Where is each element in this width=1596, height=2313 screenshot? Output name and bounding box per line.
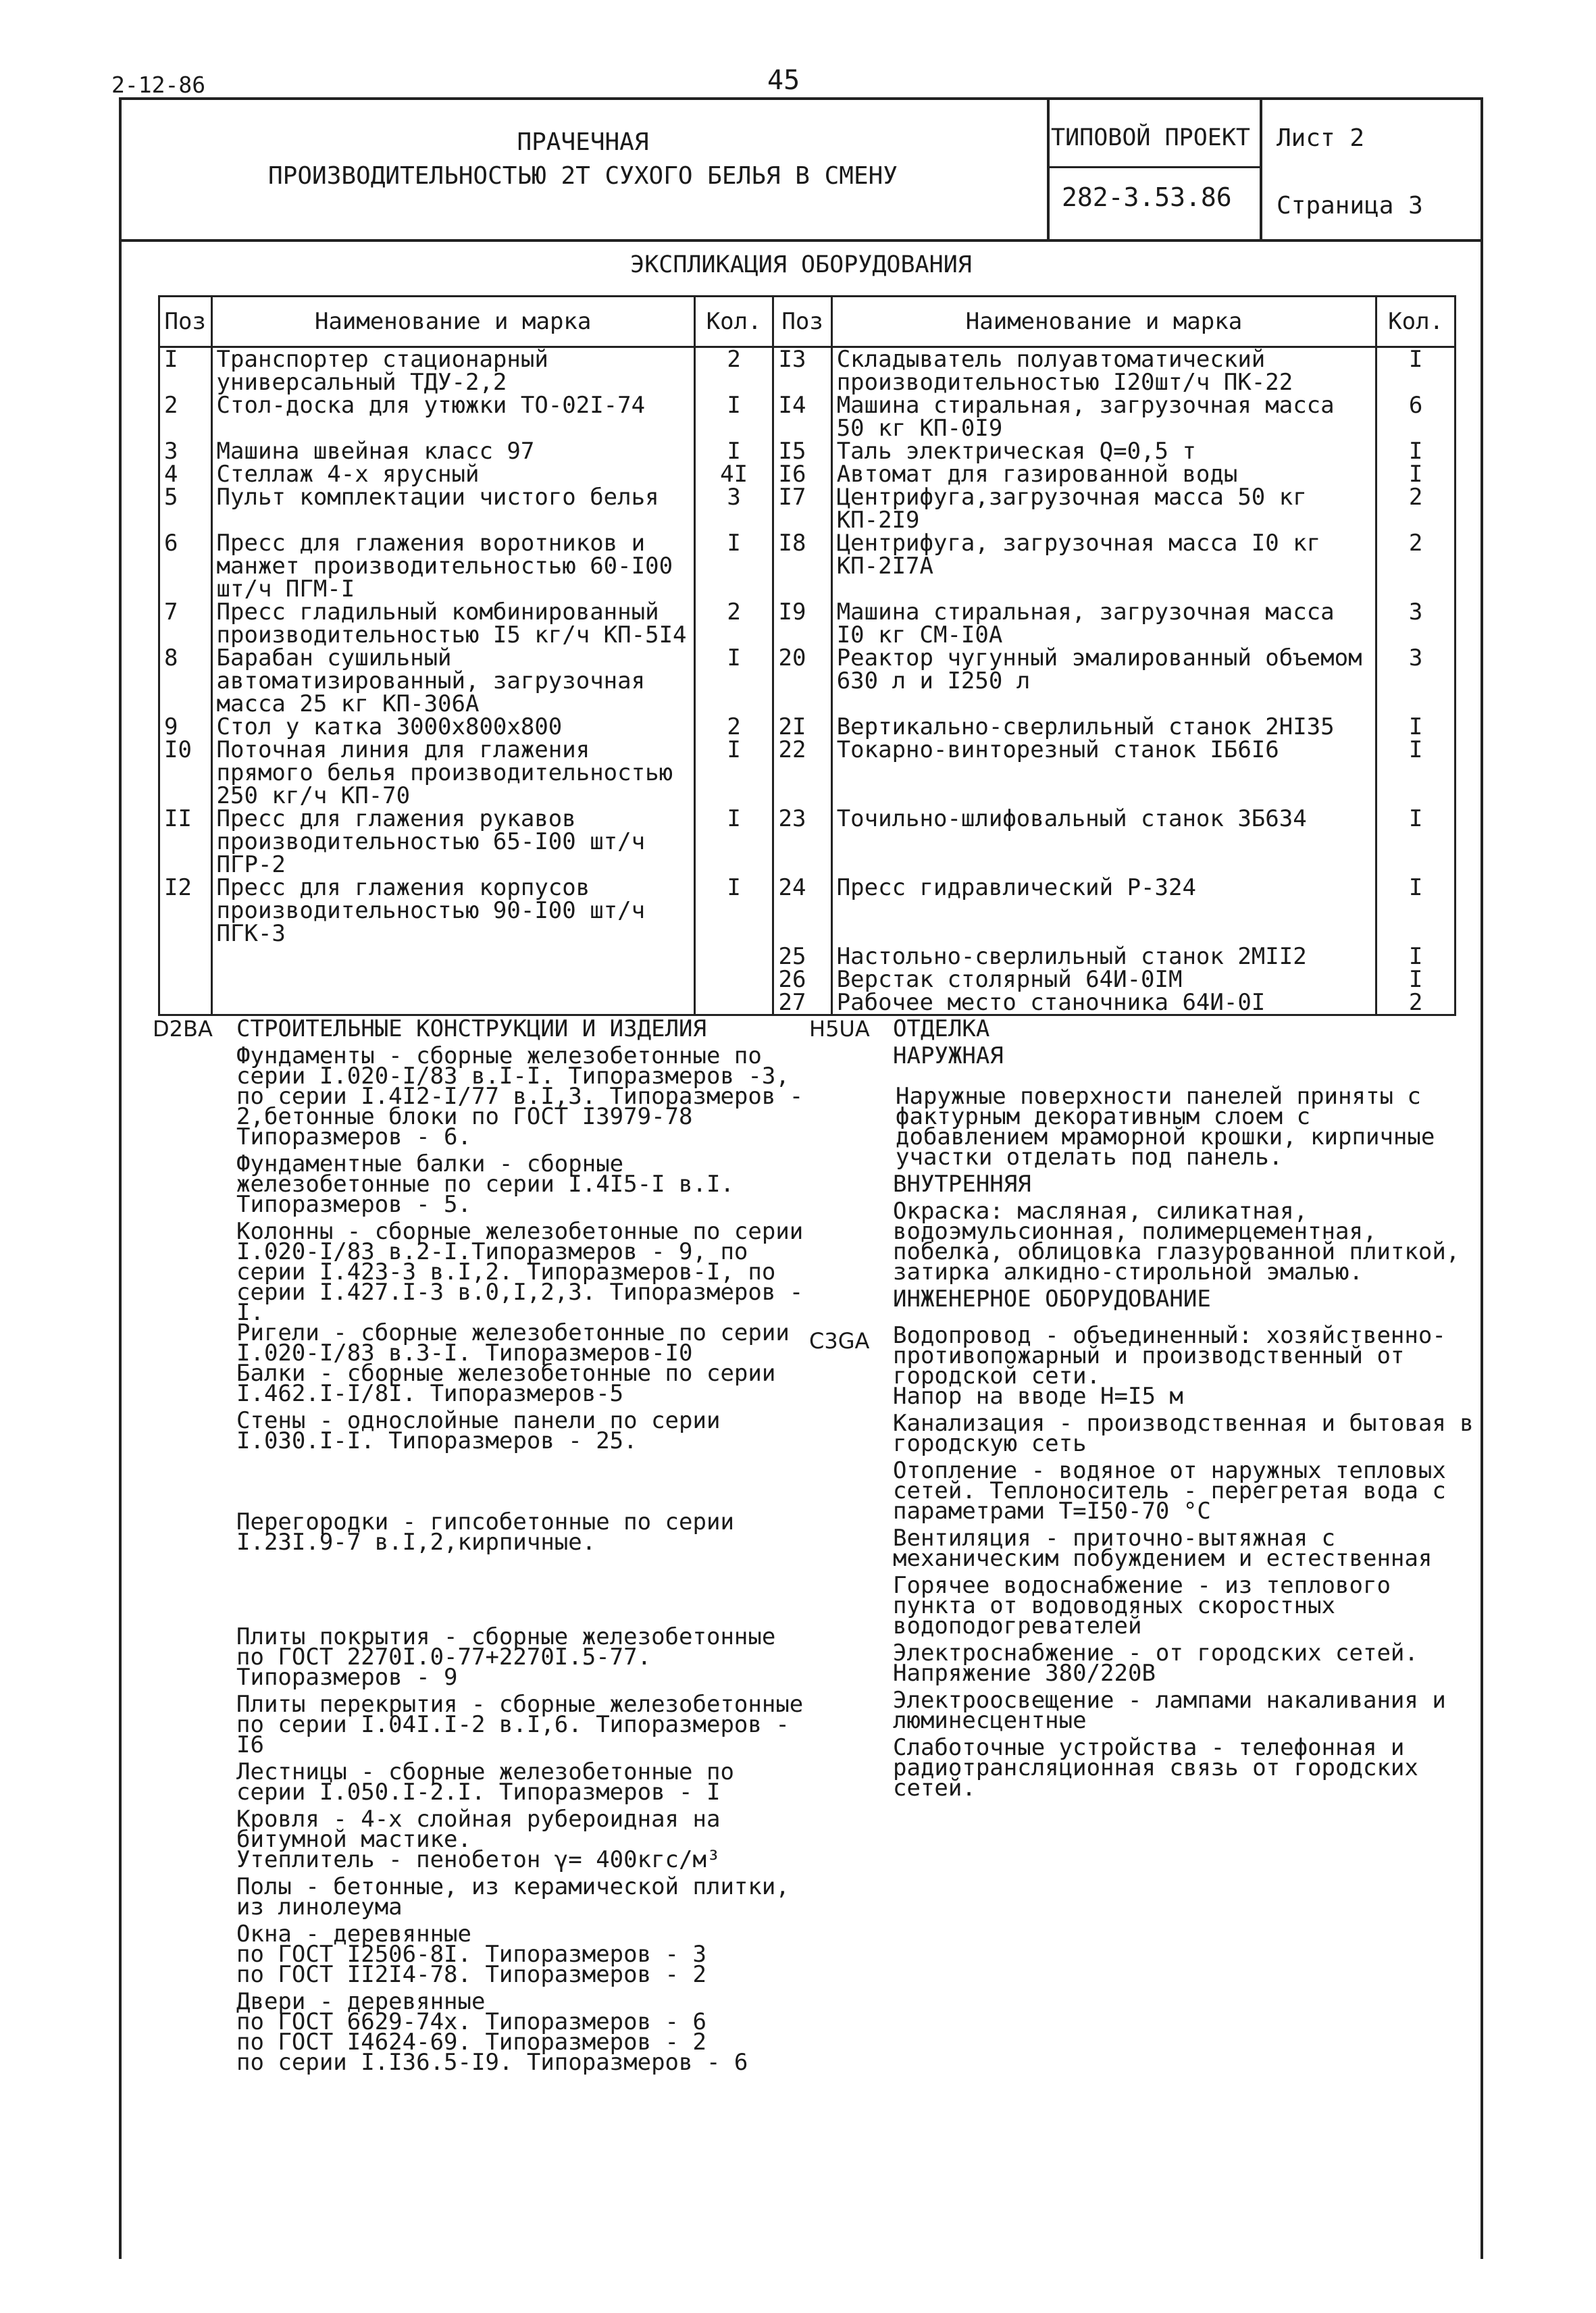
cell-qty: 2 — [694, 347, 773, 395]
table-row — [159, 601, 1456, 646]
sheet-number: Лист 2 — [1277, 124, 1365, 152]
cell-pos — [159, 968, 212, 991]
cell-pos: 8 — [159, 646, 212, 715]
table-row — [159, 945, 1456, 968]
page-label: Страница 3 — [1277, 192, 1423, 220]
paragraph: Напор на вводе Н=I5 м — [893, 1383, 1183, 1410]
paragraph: Отопление - водяное от наружных тепловых сетей. Теплоноситель - перегретая вода с параметрами Т=I50-70 °С — [893, 1457, 1446, 1525]
cell-qty — [694, 945, 773, 968]
cell-qty: I — [1376, 440, 1456, 463]
table-row — [159, 968, 1456, 991]
paragraph: Плиты перекрытия - сборные железобетонные по серии I.04I.I-2 в.I,6. Типоразмеров - I6 — [236, 1691, 804, 1758]
section-title: СТРОИТЕЛЬНЫЕ КОНСТРУКЦИИ И ИЗДЕЛИЯ — [236, 1015, 706, 1042]
cell-qty: I — [694, 394, 773, 440]
col-header-pos: Поз — [773, 297, 831, 347]
cell-pos: I4 — [773, 394, 831, 440]
cell-name: Машина стиральная, загрузочная масса I0 кг СМ-I0А — [831, 601, 1376, 646]
table-row — [159, 394, 1456, 440]
right-frame-line — [1481, 239, 1483, 2259]
table-row — [159, 807, 1456, 876]
cell-name: Автомат для газированной воды — [831, 463, 1376, 486]
cell-name: Барабан сушильный автоматизированный, загрузочная масса 25 кг КП-306А — [211, 646, 694, 715]
finishing-section — [893, 1015, 1474, 1805]
paragraph: Балки - сборные железобетонные по серии I.462.I-I/8I. Типоразмеров-5 — [236, 1360, 776, 1407]
cell-pos — [159, 945, 212, 968]
cell-name: Стеллаж 4-х ярусный — [211, 463, 694, 486]
paragraph: Кровля - 4-х слойная рубероидная на битумной мастике. — [236, 1806, 721, 1853]
construction-section — [236, 1015, 810, 2079]
paragraph: Утеплитель - пенобетон γ= 400кгс/м³ — [236, 1846, 721, 1873]
paragraph: Двери - деревянные по ГОСТ 6629-74х. Типоразмеров - 6 по ГОСТ I4624-69. Типоразмеров - 2 по серии I.I36.5-I9. Типоразмеров - 6 — [236, 1988, 748, 2076]
cell-pos: 7 — [159, 601, 212, 646]
table-header-row — [159, 297, 1456, 347]
cell-pos: 4 — [159, 463, 212, 486]
document-code: 2-12-86 — [111, 72, 206, 98]
table-row — [159, 486, 1456, 532]
subsection-title: ВНУТРЕННЯЯ — [893, 1171, 1031, 1198]
cell-name: Пресс гладильный комбинированный производительностью I5 кг/ч КП-5I4 — [211, 601, 694, 646]
cell-qty: I — [1376, 945, 1456, 968]
cell-name: Стол-доска для утюжки ТО-02I-74 — [211, 394, 694, 440]
table-row — [159, 715, 1456, 738]
section-code: C3GA — [809, 1328, 870, 1354]
section-title: ОТДЕЛКА — [893, 1015, 990, 1042]
cell-qty: I — [694, 876, 773, 945]
cell-qty: 6 — [1376, 394, 1456, 440]
cell-name: Таль электрическая Q=0,5 т — [831, 440, 1376, 463]
cell-name: Машина стиральная, загрузочная масса 50 кг КП-0I9 — [831, 394, 1376, 440]
subsection-title: НАРУЖНАЯ — [893, 1042, 1004, 1069]
paragraph: Фундаментные балки - сборные железобетонные по серии I.4I5-I в.I. Типоразмеров - 5. — [236, 1150, 734, 1218]
paragraph: Слаботочные устройства - телефонная и радиотрансляционная связь от городских сетей. — [893, 1734, 1418, 1802]
cell-name — [211, 991, 694, 1015]
cell-name: Пресс для глажения рукавов производительностью 65-I00 шт/ч ПГР-2 — [211, 807, 694, 876]
cell-pos: I0 — [159, 738, 212, 807]
cell-qty: I — [694, 807, 773, 876]
cell-qty: 4I — [694, 463, 773, 486]
section-code: D2BA — [153, 1016, 213, 1042]
cell-name: Рабочее место станочника 64И-0I — [831, 991, 1376, 1015]
paragraph: Полы - бетонные, из керамической плитки, из линолеума — [236, 1873, 790, 1921]
cell-qty: 2 — [1376, 991, 1456, 1015]
cell-name: Центрифуга, загрузочная масса I0 кг КП-2I7А — [831, 532, 1376, 601]
cell-name: Складыватель полуавтоматический производительностью I20шт/ч ПК-22 — [831, 347, 1376, 395]
cell-qty: 3 — [694, 486, 773, 532]
cell-pos: I — [159, 347, 212, 395]
cell-qty: 2 — [1376, 486, 1456, 532]
paragraph: Наружные поверхности панелей приняты с фактурным декоративным слоем с добавлением мраморной крошки, кирпичные участки отделать под панель. — [896, 1083, 1435, 1171]
table-row — [159, 440, 1456, 463]
paragraph: Электроосвещение - лампами накаливания и люминесцентные — [893, 1687, 1446, 1734]
table-row — [159, 532, 1456, 601]
cell-qty: I — [694, 738, 773, 807]
paragraph: Водопровод - объединенный: хозяйственно-противопожарный и производственный от городской сети. — [893, 1322, 1446, 1390]
paragraph: Окна - деревянные по ГОСТ I2506-8I. Типоразмеров - 3 по ГОСТ II2I4-78. Типоразмеров - 2 — [236, 1921, 706, 1988]
cell-name: Точильно-шлифовальный станок 3Б634 — [831, 807, 1376, 876]
cell-pos: 6 — [159, 532, 212, 601]
cell-name: Поточная линия для глажения прямого белья производительностью 250 кг/ч КП-70 — [211, 738, 694, 807]
cell-name: Пресс гидравлический Р-324 — [831, 876, 1376, 945]
section-code: H5UA — [809, 1016, 870, 1042]
header-divider-h1 — [1047, 166, 1260, 168]
paragraph: Электроснабжение - от городских сетей. Напряжение 380/220В — [893, 1640, 1418, 1687]
cell-qty: I — [1376, 715, 1456, 738]
paragraph: Ригели - сборные железобетонные по серии I.020-I/83 в.3-I. Типоразмеров-I0 — [236, 1319, 790, 1367]
cell-pos — [159, 991, 212, 1015]
project-code: 282-3.53.86 — [1062, 182, 1232, 212]
paragraph: Перегородки - гипсобетонные по серии I.23I.9-7 в.I,2,кирпичные. — [236, 1508, 734, 1556]
cell-pos: I3 — [773, 347, 831, 395]
cell-pos: 25 — [773, 945, 831, 968]
cell-qty: I — [1376, 807, 1456, 876]
cell-qty: 2 — [694, 715, 773, 738]
cell-pos: I8 — [773, 532, 831, 601]
paragraph: Канализация - производственная и бытовая в городскую сеть — [893, 1410, 1474, 1457]
table-row — [159, 463, 1456, 486]
page-number: 45 — [767, 65, 800, 96]
paragraph: Лестницы - сборные железобетонные по серии I.050.I-2.I. Типоразмеров - I — [236, 1758, 734, 1806]
cell-name: Пульт комплектации чистого белья — [211, 486, 694, 532]
cell-pos: 23 — [773, 807, 831, 876]
paragraph: Горячее водоснабжение - из теплового пункта от водоводяных скоростных водоподогревателей — [893, 1572, 1391, 1640]
cell-pos: 3 — [159, 440, 212, 463]
table-row — [159, 347, 1456, 395]
cell-pos: 22 — [773, 738, 831, 807]
cell-qty: I — [694, 532, 773, 601]
col-header-qty: Кол. — [1376, 297, 1456, 347]
cell-name: Центрифуга,загрузочная масса 50 кг КП-2I9 — [831, 486, 1376, 532]
cell-name — [211, 968, 694, 991]
doc-title-line2: ПРОИЗВОДИТЕЛЬНОСТЬЮ 2Т СУХОГО БЕЛЬЯ В СМЕНУ — [268, 162, 898, 190]
explication-title: ЭКСПЛИКАЦИЯ ОБОРУДОВАНИЯ — [630, 251, 972, 278]
cell-pos: 26 — [773, 968, 831, 991]
col-header-pos: Поз — [159, 297, 212, 347]
cell-qty: I — [1376, 347, 1456, 395]
cell-name: Настольно-сверлильный станок 2МII2 — [831, 945, 1376, 968]
paragraph: Плиты покрытия - сборные железобетонные по ГОСТ 2270I.0-77+2270I.5-77. Типоразмеров - 9 — [236, 1623, 776, 1691]
table-row — [159, 738, 1456, 807]
section-title: ИНЖЕНЕРНОЕ ОБОРУДОВАНИЕ — [893, 1286, 1211, 1313]
doc-title-line1: ПРАЧЕЧНАЯ — [517, 128, 649, 156]
cell-qty: I — [694, 646, 773, 715]
cell-qty: I — [1376, 738, 1456, 807]
cell-qty: I — [1376, 968, 1456, 991]
cell-pos: 24 — [773, 876, 831, 945]
cell-pos: I6 — [773, 463, 831, 486]
paragraph: Вентиляция - приточно-вытяжная с механическим побуждением и естественная — [893, 1525, 1433, 1572]
cell-qty: 2 — [1376, 532, 1456, 601]
cell-qty: 3 — [1376, 646, 1456, 715]
cell-name: Вертикально-сверлильный станок 2НI35 — [831, 715, 1376, 738]
cell-name: Токарно-винторезный станок IБ6I6 — [831, 738, 1376, 807]
cell-pos: 27 — [773, 991, 831, 1015]
table-row — [159, 991, 1456, 1015]
cell-pos: I5 — [773, 440, 831, 463]
cell-pos: 2 — [159, 394, 212, 440]
cell-name — [211, 945, 694, 968]
cell-name: Стол у катка 3000х800х800 — [211, 715, 694, 738]
project-label: ТИПОВОЙ ПРОЕКТ — [1051, 124, 1251, 151]
cell-name: Транспортер стационарный универсальный ТДУ-2,2 — [211, 347, 694, 395]
cell-pos: I2 — [159, 876, 212, 945]
table-row — [159, 646, 1456, 715]
col-header-name: Наименование и марка — [211, 297, 694, 347]
cell-pos: II — [159, 807, 212, 876]
table-row — [159, 876, 1456, 945]
cell-qty: I — [1376, 876, 1456, 945]
cell-name: Реактор чугунный эмалированный объемом 630 л и I250 л — [831, 646, 1376, 715]
cell-qty: 2 — [694, 601, 773, 646]
header-divider — [119, 239, 1483, 242]
cell-pos: I9 — [773, 601, 831, 646]
cell-name: Верстак столярный 64И-0IМ — [831, 968, 1376, 991]
cell-qty — [694, 991, 773, 1015]
cell-qty: I — [1376, 463, 1456, 486]
paragraph: Колонны - сборные железобетонные по серии I.020-I/83 в.2-I.Типоразмеров - 9, по серии I.423-3 в.I,2. Типоразмеров-I, по серии I.427.I-3 в.0,I,2,3. Типоразмеров - I. — [236, 1218, 804, 1326]
col-header-name: Наименование и марка — [831, 297, 1376, 347]
cell-pos: 20 — [773, 646, 831, 715]
cell-name: Пресс для глажения воротников и манжет производительностью 60-I00 шт/ч ПГМ-I — [211, 532, 694, 601]
col-header-qty: Кол. — [694, 297, 773, 347]
cell-name: Пресс для глажения корпусов производительностью 90-I00 шт/ч ПГК-3 — [211, 876, 694, 945]
cell-pos: I7 — [773, 486, 831, 532]
paragraph: Стены - однослойные панели по серии I.030.I-I. Типоразмеров - 25. — [236, 1407, 721, 1454]
header-divider-v1 — [1047, 97, 1050, 239]
cell-pos: 5 — [159, 486, 212, 532]
cell-name: Машина швейная класс 97 — [211, 440, 694, 463]
header-divider-v2 — [1260, 97, 1262, 239]
paragraph: Окраска: масляная, силикатная, водоэмульсионная, полимерцементная, побелка, облицовка глазурованной плиткой, затирка алкидно-стирольной эмалью. — [893, 1198, 1460, 1286]
cell-qty: 3 — [1376, 601, 1456, 646]
paragraph: Фундаменты - сборные железобетонные по серии I.020-I/83 в.I-I. Типоразмеров -3, по серии I.4I2-I/77 в.I,3. Типоразмеров - 2,бетонные блоки по ГОСТ I3979-78 Типоразмеров - 6. — [236, 1042, 804, 1150]
cell-qty: I — [694, 440, 773, 463]
cell-qty — [694, 968, 773, 991]
cell-pos: 9 — [159, 715, 212, 738]
equipment-table — [158, 295, 1456, 1016]
cell-pos: 2I — [773, 715, 831, 738]
